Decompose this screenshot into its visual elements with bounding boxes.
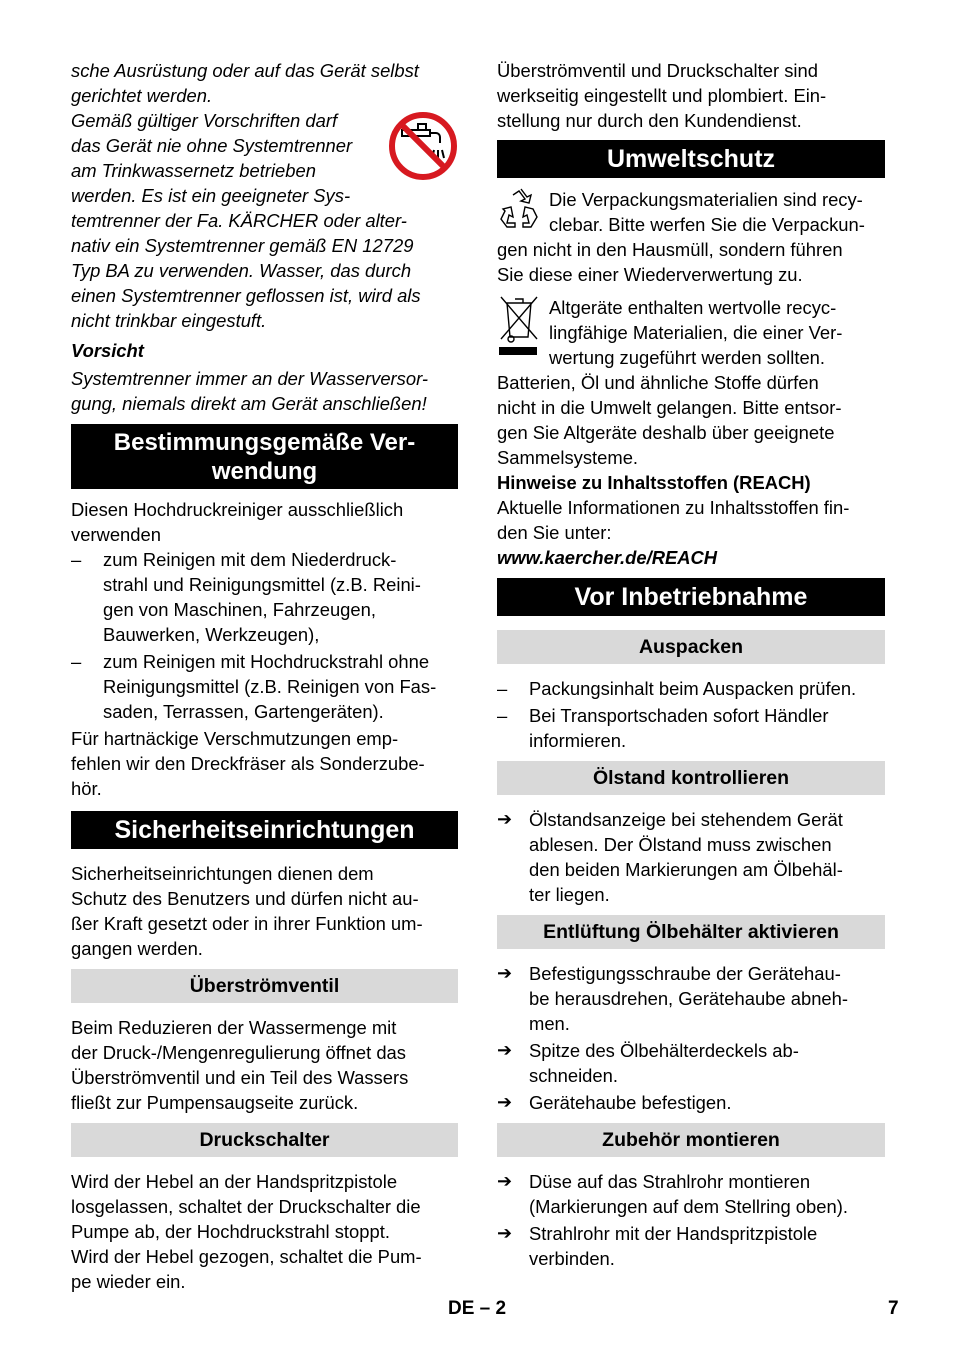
heading-intended-use: Bestimmungsgemäße Ver- wendung [71,424,458,489]
step-item: ➔ Befestigungsschraube der Gerätehau- be herausdrehen, Gerätehaube abneh- men. [497,963,849,1034]
page-number: 7 [888,1298,899,1319]
recycling-paragraph: Die Verpackungsmaterialien sind recy- clebar. Bitte werfen Sie die Verpackun- gen nicht in den Hausmüll, sondern führen Sie diese einer Wiederverwertung zu. [497,189,865,285]
heading-oil-vent: Entlüftung Ölbehälter aktivieren [497,915,885,949]
list-item: – zum Reinigen mit dem Niederdruck- strahl und Reinigungsmittel (z.B. Reini- gen von Maschinen, Fahrzeugen, Bauwerken, Werkzeugen), [71,549,421,645]
caution-label: Vorsicht [71,340,144,361]
heading-accessories: Zubehör montieren [497,1123,885,1157]
reach-title: Hinweise zu Inhaltsstoffen (REACH) [497,472,811,493]
arrow-icon: ➔ [497,1223,513,1243]
crossed-bin-icon [497,295,541,361]
arrow-icon: ➔ [497,1040,513,1060]
intended-use-end: Für hartnäckige Verschmutzungen emp- fehlen wir den Dreckfräser als Sonderzube- hör. [71,728,425,799]
step-item: ➔ Spitze des Ölbehälterdeckels ab- schneiden. [497,1040,799,1086]
water-warning-paragraph: Gemäß gültiger Vorschriften darf das Gerät nie ohne Systemtrenner am Trinkwassernetz betrieben werden. Es ist ein geeigneter Sys- temtrenner der Fa. KÄRCHER oder alter- nativ ein Systemtrenner gemäß EN 12729 Typ BA zu verwenden. Wasser, das durch einen Systemtrenner geflossen ist, wird als nicht trinkbar eingestuft. [71,108,458,333]
heading-pressure-switch: Druckschalter [71,1123,458,1157]
arrow-icon: ➔ [497,1171,513,1191]
factory-setting-paragraph: Überströmventil und Druckschalter sind werkseitig eingestellt und plombiert. Ein- stellung nur durch den Kundendienst. [497,60,827,131]
caution-paragraph: Systemtrenner immer an der Wasserversor- gung, niemals direkt am Gerät anschließen! [71,368,429,414]
intended-use-text: Diesen Hochdruckreiniger ausschließlich [71,499,404,520]
arrow-icon: ➔ [497,1092,513,1112]
safety-paragraph: Sicherheitseinrichtungen dienen dem Schutz des Benutzers und dürfen nicht au- ßer Kraft gesetzt oder in ihrer Funktion um- gangen werden. [71,863,423,959]
intro-paragraph: sche Ausrüstung oder auf das Gerät selbst gerichtet werden. [71,60,419,106]
footer-section: DE – 2 [448,1298,507,1319]
recycling-icon [497,187,541,231]
heading-unpacking: Auspacken [497,630,885,664]
left-column: sche Ausrüstung oder auf das Gerät selbst gerichtet werden. Gemäß gültiger Vorschriften darf das Gerät nie ohne Systemtrenner am Trinkwassernetz betrieben werden. Es ist ein geeigneter Sys- temtrenner der Fa. KÄRCHER oder alter- nativ ein Systemtrenner gemäß EN 12729 Typ BA zu verwenden. Wasser, das durch einen Systemtrenner geflossen ist, wird als nicht trinkbar eingestuft. Vorsicht Systemtrenner immer an der Wasserversor- gung, niemals direkt am Gerät anschließen! Bestimmungsgemäße Ver- wendung Diesen Hochdruckreiniger ausschließlich verwenden – zum Reinigen mit dem Niederdruck- strahl und Reinigungsmittel (z.B. Reini- gen von Maschinen, Fahrzeugen, Bauwerken, Werkzeugen), – zum Reinigen mit Hochdruckstrahl ohne Reinigungsmittel (z.B. Reinigen von Fas- saden, Terrassen, Gartengeräten). Für hartnäckige Verschmutzungen emp- fehlen wir den Dreckfräser als Sonderzube- hör. Sicherheitseinrichtungen Sicherheitseinrichtungen dienen dem Schutz des Benutzers und dürfen nicht au- ßer Kraft gesetzt oder in ihrer Funktion um- gangen werden. Überströmventil Beim Reduzieren der Wassermenge mit der Druck-/Mengenregulierung öffnet das Überströmventil und ein Teil des Wassers fließt zur Pumpensaugseite zurück. Druckschalter Wird der Hebel an der Handspritzpistole losgelassen, schaltet der Druckschalter die Pumpe ab, der Hochdruckstrahl stoppt. Wird der Hebel gezogen, schaltet die Pum- pe wieder ein. [71,58,458,1294]
heading-overflow-valve: Überströmventil [71,969,458,1003]
heading-environment: Umweltschutz [497,140,885,178]
step-item: ➔ Gerätehaube befestigen. [497,1092,732,1113]
reach-link[interactable]: www.kaercher.de/REACH [497,547,718,568]
arrow-icon: ➔ [497,963,513,983]
right-column: Überströmventil und Druckschalter sind werkseitig eingestellt und plombiert. Ein- stellung nur durch den Kundendienst. Umweltschutz Die Verpackungsmaterialien sind recy- clebar. Bitte werfen Sie die Verpackun- gen nicht in den Hausmüll, sondern führen Sie diese einer Wiederverwertung zu. Altgeräte enthalten wertvolle recyc- lingfähige Materialien, die einer Ver- wertung zugeführt werden sollten. Batterien, Öl und ähnliche Stoffe dürfen nicht in die Umwelt gelangen. Bitte entsor- gen Sie Altgeräte deshalb über geeignete Sammelsysteme. Hinweise zu Inhaltsstoffen (REACH) Aktuelle Informationen zu Inhaltsstoffen fin- den Sie unter: www.kaercher.de/REACH Vor Inbetriebnahme Auspacken – Packungsinhalt beim Auspacken prüfen. – Bei Transportschaden sofort Händler informieren. Ölstand kontrollieren ➔ Ölstandsanzeige bei stehendem Gerät ablesen. Der Ölstand muss zwischen den beiden Markierungen am Ölbehäl- ter liegen. Entlüftung Ölbehälter aktivieren ➔ Befestigungsschraube der Gerätehau- be herausdrehen, Gerätehaube abneh- men. ➔ Spitze des Ölbehälterdeckels ab- schneiden. ➔ Gerätehaube befestigen. Zubehör montieren ➔ Düse auf das Strahlrohr montieren (Markierungen auf dem Stellring oben). ➔ Strahlrohr mit der Handspritzpistole verbinden. [497,58,885,1273]
list-item: – Bei Transportschaden sofort Händler informieren. [497,705,829,751]
weee-paragraph: Altgeräte enthalten wertvolle recyc- lingfähige Materialien, die einer Ver- wertung zugeführt werden sollten. Batterien, Öl und ähnliche Stoffe dürfen nicht in die Umwelt gelangen. Bitte entsor- gen Sie Altgeräte deshalb über geeignete Sammelsysteme. [497,297,843,468]
heading-before-startup: Vor Inbetriebnahme [497,578,885,616]
step-item: ➔ Strahlrohr mit der Handspritzpistole verbinden. [497,1223,818,1269]
overflow-valve-paragraph: Beim Reduzieren der Wassermenge mit der Druck-/Mengenregulierung öffnet das Überströmventil und ein Teil des Wassers fließt zur Pumpensaugseite zurück. [71,1017,409,1113]
no-drinking-water-icon [388,110,458,182]
step-item: ➔ Düse auf das Strahlrohr montieren (Markierungen auf dem Stellring oben). [497,1171,848,1217]
arrow-icon: ➔ [497,809,513,829]
pressure-switch-paragraph: Wird der Hebel an der Handspritzpistole losgelassen, schaltet der Druckschalter die Pumpe ab, der Hochdruckstrahl stoppt. Wird der Hebel gezogen, schaltet die Pum- pe wieder ein. [71,1171,422,1292]
heading-safety-devices: Sicherheitseinrichtungen [71,811,458,849]
heading-oil-level: Ölstand kontrollieren [497,761,885,795]
list-item: – zum Reinigen mit Hochdruckstrahl ohne Reinigungsmittel (z.B. Reinigen von Fas- saden, Terrassen, Gartengeräten). [71,651,437,722]
list-item: – Packungsinhalt beim Auspacken prüfen. [497,678,857,699]
step-item: ➔ Ölstandsanzeige bei stehendem Gerät ablesen. Der Ölstand muss zwischen den beiden Markierungen am Ölbehäl- ter liegen. [497,809,843,905]
